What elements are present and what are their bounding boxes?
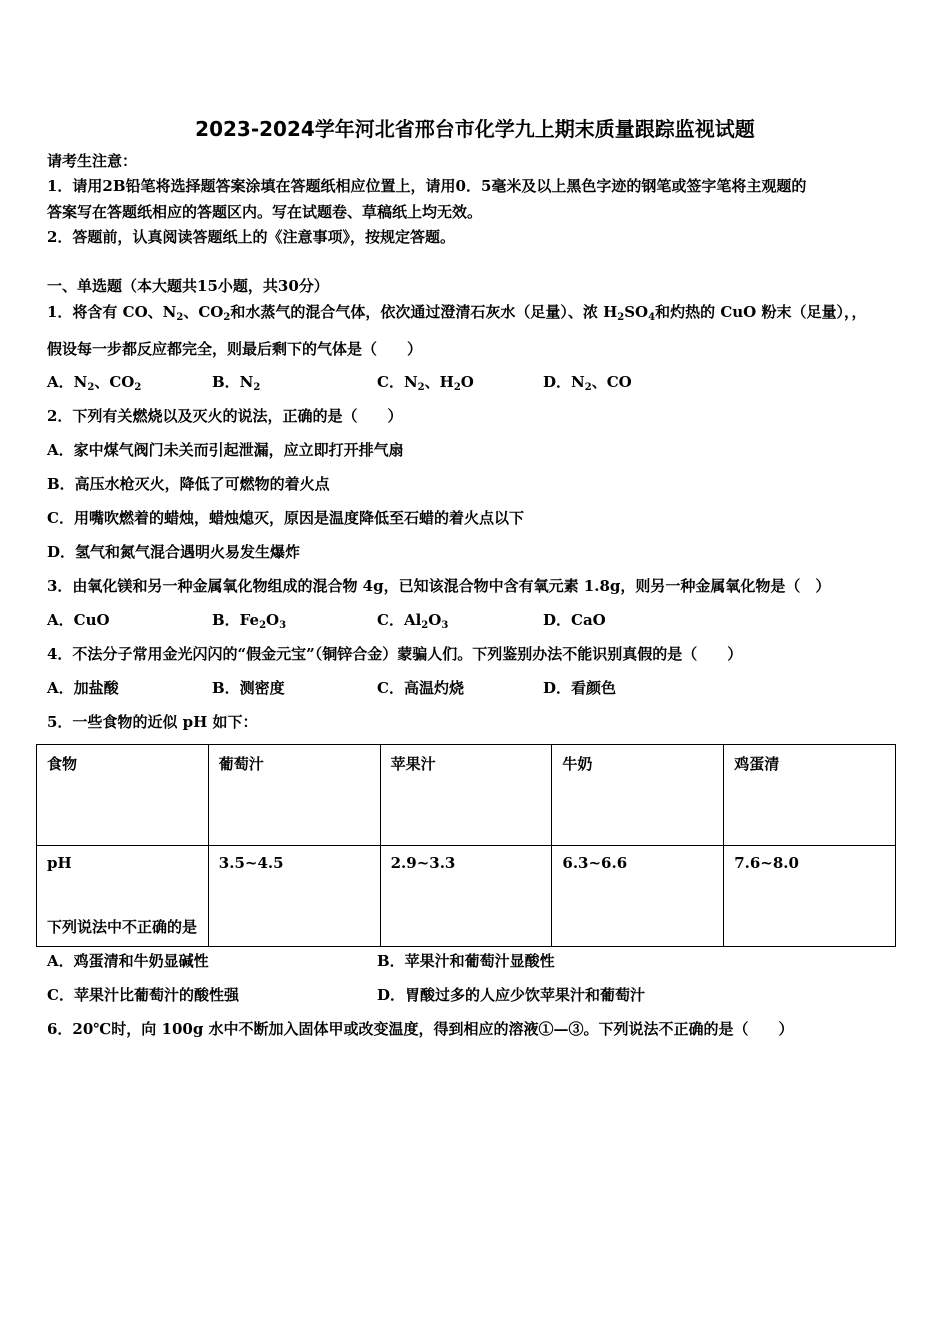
q5-option-a[interactable]: A．鸡蛋清和牛奶显碱性 (47, 952, 209, 970)
notice-line-2: 答案写在答题纸相应的答题区内。写在试题卷、草稿纸上均无效。 (47, 203, 483, 221)
q4-option-a[interactable]: A．加盐酸 (47, 679, 119, 697)
q2-option-b[interactable]: B．高压水枪灭火，降低了可燃物的着火点 (47, 475, 330, 493)
q3-option-d[interactable]: D．CaO (543, 611, 606, 629)
q1-stem: 1．将含有 CO、$N_2$、$CO_2$和水蒸气的混合气体，依次通过澄清石灰水（足量）、浓 $H_2SO_4$和灼热的 CuO 粉末（足量），， (47, 303, 867, 323)
q1-option-d[interactable]: D．$N_2$、CO (543, 373, 632, 393)
q4-option-d[interactable]: D．看颜色 (543, 679, 617, 697)
q1-option-a[interactable]: A．$N_2$、$CO_2$ (47, 373, 142, 393)
q4-stem: 4．不法分子常用金光闪闪的“假金元宝”（铜锌合金）蒙骗人们。下列鉴别办法不能识别真假的是（ ） (47, 645, 743, 663)
q2-option-c[interactable]: C．用嘴吹燃着的蜡烛，蜡烛熄灭，原因是温度降低至石蜡的着火点以下 (47, 509, 524, 527)
q2-stem: 2．下列有关燃烧以及灭火的说法，正确的是（ ） (47, 407, 403, 425)
table-header-cell: 牛奶 (552, 745, 724, 846)
table-cell: 7.6~8.0 (724, 846, 896, 947)
notice-line-3: 2．答题前，认真阅读答题纸上的《注意事项》，按规定答题。 (47, 228, 455, 246)
notice-heading: 请考生注意： (47, 152, 138, 170)
q2-option-a[interactable]: A．家中煤气阀门未关而引起泄漏，应立即打开排气扇 (47, 441, 404, 459)
q1-option-c[interactable]: C．$N_2$、$H_2O$ (377, 373, 474, 393)
q5-stem: 5．一些食物的近似 pH 如下： (47, 713, 258, 731)
q6-stem: 6．20℃时，向 100g 水中不断加入固体甲或改变温度，得到相应的溶液①—③。下列说法不正确的是（ ） (47, 1020, 794, 1038)
section-heading: 一、单选题（本大题共15小题，共30分） (47, 277, 329, 295)
table-header-cell: 食物 (37, 745, 209, 846)
q1-option-b[interactable]: B．$N_2$ (212, 373, 261, 393)
table-cell: 6.3~6.6 (552, 846, 724, 947)
table-header-cell: 葡萄汁 (208, 745, 380, 846)
q4-option-b[interactable]: B．测密度 (212, 679, 285, 697)
table-cell: 2.9~3.3 (380, 846, 552, 947)
q5-prompt: 下列说法中不正确的是 (47, 918, 198, 936)
q3-option-a[interactable]: A．CuO (47, 611, 110, 629)
q4-option-c[interactable]: C．高温灼烧 (377, 679, 464, 697)
q3-stem: 3．由氧化镁和另一种金属氧化物组成的混合物 4g，已知该混合物中含有氧元素 1.8g，则另一种金属氧化物是（ ） (47, 577, 831, 595)
table-header-cell: 苹果汁 (380, 745, 552, 846)
q1-stem-line-2: 假设每一步都反应都完全，则最后剩下的气体是（ ） (47, 340, 423, 358)
q2-option-d[interactable]: D．氢气和氮气混合遇明火易发生爆炸 (47, 543, 301, 561)
table-cell: 3.5~4.5 (208, 846, 380, 947)
table-row (37, 745, 896, 846)
q5-option-c[interactable]: C．苹果汁比葡萄汁的酸性强 (47, 986, 239, 1004)
table-cell: pH (37, 846, 209, 947)
q3-option-c[interactable]: C．$Al_2O_3$ (377, 611, 449, 631)
q3-option-b[interactable]: B．$Fe_2O_3$ (212, 611, 287, 631)
q5-option-d[interactable]: D．胃酸过多的人应少饮苹果汁和葡萄汁 (377, 986, 646, 1004)
q5-option-b[interactable]: B．苹果汁和葡萄汁显酸性 (377, 952, 555, 970)
page-title: 2023-2024学年河北省邢台市化学九上期末质量跟踪监视试题 (195, 117, 755, 141)
notice-line-1: 1．请用2B铅笔将选择题答案涂填在答题纸相应位置上，请用0．5毫米及以上黑色字迹的钢笔或签字笔将主观题的 (47, 177, 807, 195)
table-header-cell: 鸡蛋清 (724, 745, 896, 846)
